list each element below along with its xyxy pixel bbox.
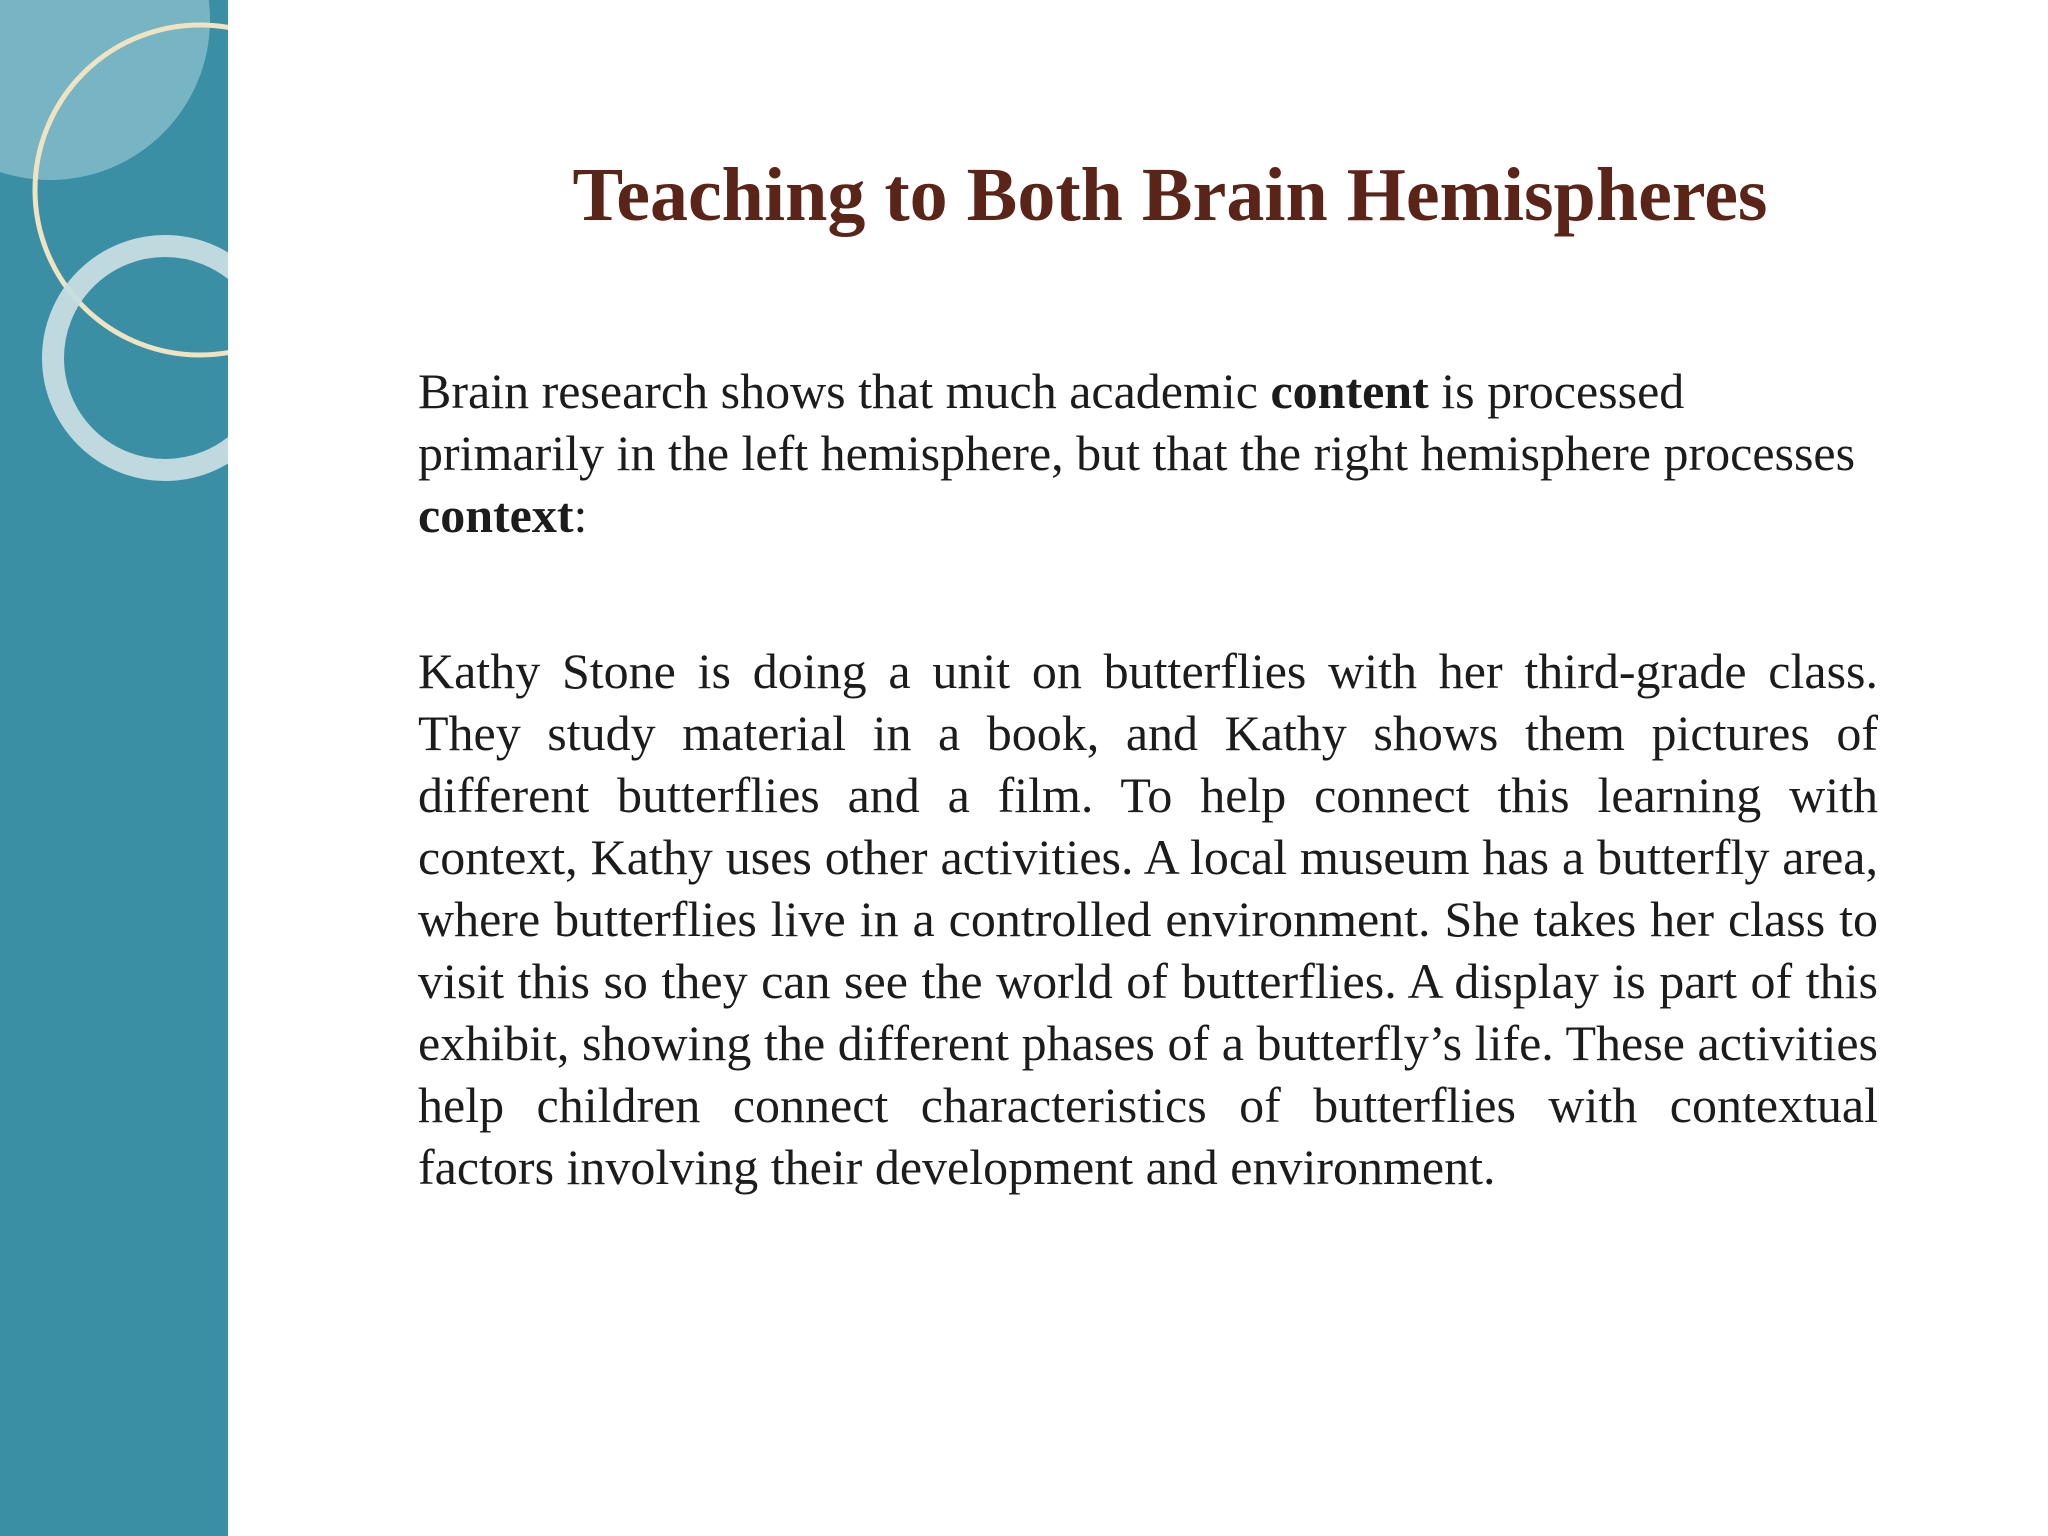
intro-text: Brain research shows that much academic [418, 363, 1271, 419]
intro-paragraph [418, 360, 1878, 546]
story-paragraph: Kathy Stone is doing a unit on butterflies with her third-grade class. They study material in a book, and Kathy shows them pictures of different butterflies and a film. To help connect this learning with context, Kathy uses other activities. A local museum has a butterfly area, where butterflies live in a controlled environment. She takes her class to visit this so they can see the world of butterflies. A display is part of this exhibit, showing the different phases of a butterfly’s life. These activities help children connect characteristics of butterflies with contextual factors involving their development and environment. [418, 643, 1878, 1195]
intro-text: is processed primarily in the left hemisphere, but that the right hemisphere processes [418, 363, 1856, 481]
content-emphasis: content [1270, 363, 1429, 419]
decorative-circles [0, 0, 228, 1536]
intro-colon: : [573, 487, 588, 543]
decorative-side-band [0, 0, 228, 1536]
pale-ring-shape [53, 246, 228, 470]
context-emphasis: context [418, 487, 574, 543]
slide-title: Teaching to Both Brain Hemispheres [572, 153, 1768, 237]
